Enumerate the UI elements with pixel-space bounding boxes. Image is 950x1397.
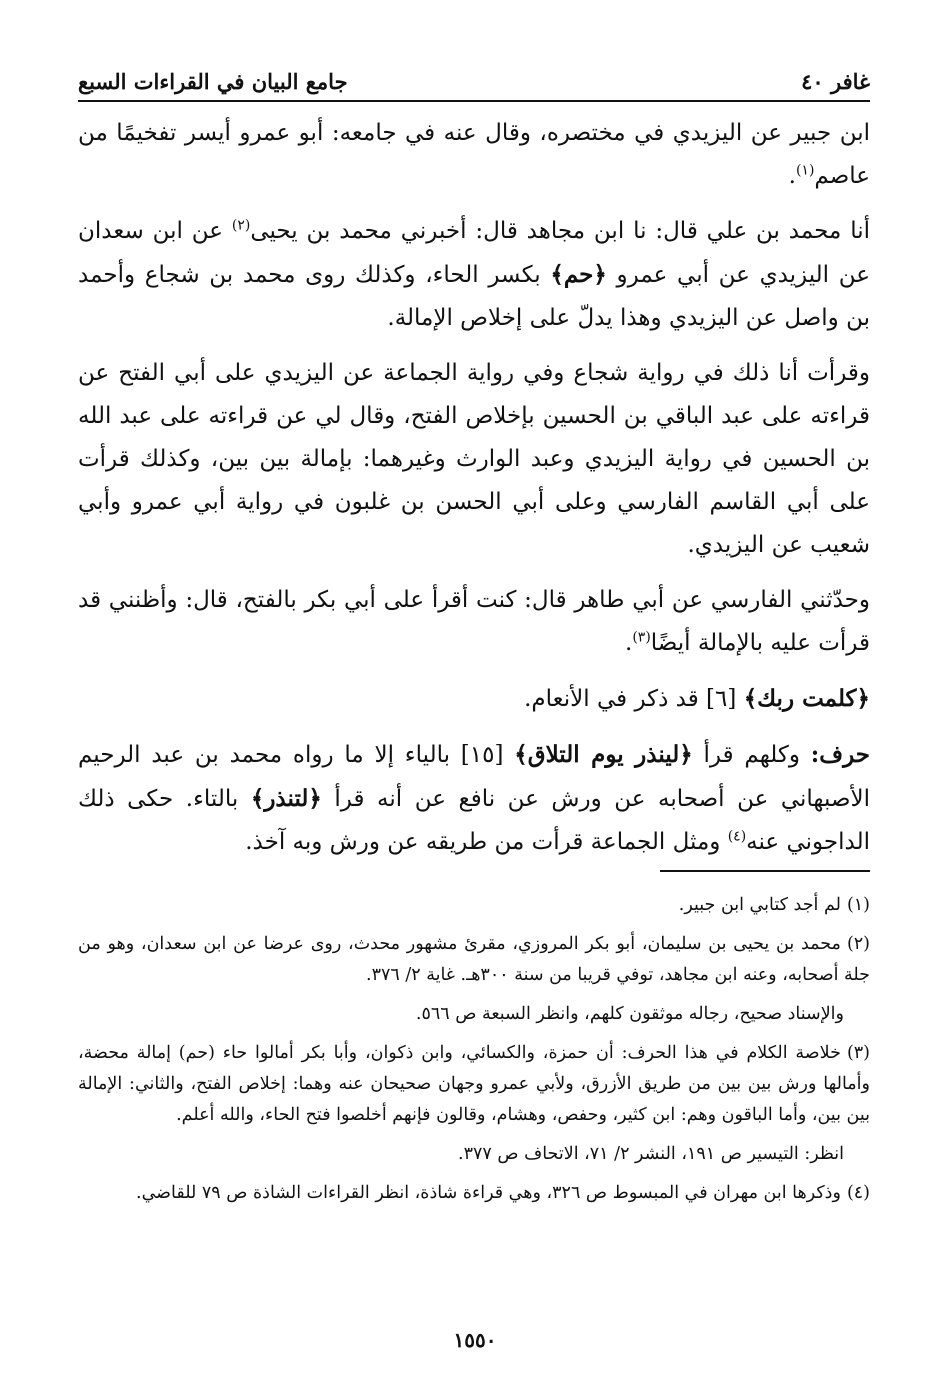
footnote-text: لم أجد كتابي ابن جبير. xyxy=(678,895,841,915)
quran-word: ﴿كلمت ربك﴾ xyxy=(743,685,870,712)
quran-word: ﴿لتنذر﴾ xyxy=(250,785,322,812)
quran-word: ﴿لينذر يوم التلاق﴾ xyxy=(514,741,693,768)
paragraph-text: [١٥] بالياء إلا ما رواه محمد بن عبد الرحيم الأصبهاني عن أصحابه عن ورش عن نافع عن أنه قرأ xyxy=(78,742,870,812)
footnote-number: (١) xyxy=(846,895,870,915)
footnote-2-continuation xyxy=(78,999,870,1030)
header-surah-reference: غافر ٤٠ xyxy=(801,69,870,94)
paragraph-text: وكلهم قرأ xyxy=(692,742,811,768)
paragraph-3 xyxy=(78,352,870,567)
main-text xyxy=(78,112,870,876)
paragraph-text: ومثل الجماعة قرأت من طريقه عن ورش وبه آخذ. xyxy=(245,829,728,855)
footnote-text: انظر: التيسير ص ١٩١، النشر ٢/ ٧١، الاتحاف ص ٣٧٧. xyxy=(458,1144,844,1164)
footnote-4 xyxy=(78,1178,870,1209)
running-header xyxy=(78,58,870,102)
footnote-number: (٣) xyxy=(846,1043,870,1063)
paragraph-text: ابن جبير عن اليزيدي في مختصره، وقال عنه في جامعه: أبو عمرو أيسر تفخيمًا من عاصم xyxy=(78,120,870,189)
footnote-text: محمد بن يحيى بن سليمان، أبو بكر المروزي، مقرئ مشهور محدث، روى عرضا عن ابن سعدان، وهو من جلة أصحابه، وعنه ابن مجاهد، توفي قريبا من سنة ٣٠٠هـ. غاية ٢/ ٣٧٦. xyxy=(78,934,870,985)
footnote-text: خلاصة الكلام في هذا الحرف: أن حمزة، والكسائي، وابن ذكوان، وأبا بكر أمالوا حاء (حم) إمالة محضة، وأمالها ورش بين بين من طريق الأزرق، ولأبي عمرو وجهان صحيحان عنه وهما: إخلاص الفتح، والثاني: الإمالة بين بين، وأما الباقون وهم: ابن كثير، وحفص، وهشام، وقالون فإنهم أخلصوا فتح الحاء، والله أعلم. xyxy=(78,1043,870,1125)
footnote-reference: (٢) xyxy=(231,217,251,234)
footnote-2 xyxy=(78,929,870,991)
footnote-3-continuation xyxy=(78,1139,870,1170)
quran-word: ﴿حم﴾ xyxy=(550,261,607,288)
paragraph-text: وحدّثني الفارسي عن أبي طاهر قال: كنت أقرأ على أبي بكر بالفتح، قال: وأظنني قد قرأت عليه بالإمالة أيضًا xyxy=(78,587,870,656)
paragraph-4 xyxy=(78,579,870,665)
section-label: حرف: xyxy=(810,741,871,768)
header-book-title: جامع البيان في القراءات السبع xyxy=(78,69,348,94)
footnote-text: وذكرها ابن مهران في المبسوط ص ٣٢٦، وهي قراءة شاذة، انظر القراءات الشاذة ص ٧٩ للقاضي. xyxy=(136,1183,841,1203)
footnote-1 xyxy=(78,890,870,921)
paragraph-text: وقرأت أنا ذلك في رواية شجاع وفي رواية الجماعة عن اليزيدي على أبي الفتح عن قراءته على عبد الباقي بن الحسين بإخلاص الفتح، وقال لي عن قراءته على عبد الله بن الحسين في رواية اليزيدي وعبد الوارث وغيرهما: بإمالة بين بين، وكذلك قرأت على أبي القاسم الفارسي وعلى أبي الحسن بن غلبون في رواية أبي عمرو وأبي شعيب عن اليزيدي. xyxy=(78,360,870,558)
footnote-reference: (١) xyxy=(795,162,815,179)
footnote-reference: (٣) xyxy=(632,629,651,646)
page-number: ١٥٥٠ xyxy=(453,1328,497,1352)
paragraph-text: عن ابن سعدان عن اليزيدي عن أبي عمرو xyxy=(78,218,870,288)
paragraph-text: [٦] قد ذكر في الأنعام. xyxy=(524,686,744,712)
footnote-reference: (٤) xyxy=(727,828,747,845)
footnote-number: (٢) xyxy=(846,934,870,954)
paragraph-1 xyxy=(78,112,870,198)
footnote-number: (٤) xyxy=(846,1183,870,1203)
paragraph-5 xyxy=(78,677,870,721)
paragraph-6 xyxy=(78,733,870,864)
footnote-text: والإسناد صحيح، رجاله موثقون كلهم، وانظر السبعة ص ٥٦٦. xyxy=(415,1004,844,1024)
paragraph-text: بالتاء. حكى ذلك الداجوني عنه xyxy=(78,786,870,855)
footnote-divider xyxy=(660,870,870,872)
paragraph-2 xyxy=(78,210,870,340)
paragraph-text: . xyxy=(625,630,633,656)
paragraph-text: . xyxy=(788,163,796,189)
footnote-3 xyxy=(78,1038,870,1131)
footnotes xyxy=(78,890,870,1217)
paragraph-text: بكسر الحاء، وكذلك روى محمد بن شجاع وأحمد بن واصل عن اليزيدي وهذا يدلّ على إخلاص الإمالة. xyxy=(78,262,870,331)
paragraph-text: أنا محمد بن علي قال: نا ابن مجاهد قال: أخبرني محمد بن يحيى xyxy=(250,218,870,244)
